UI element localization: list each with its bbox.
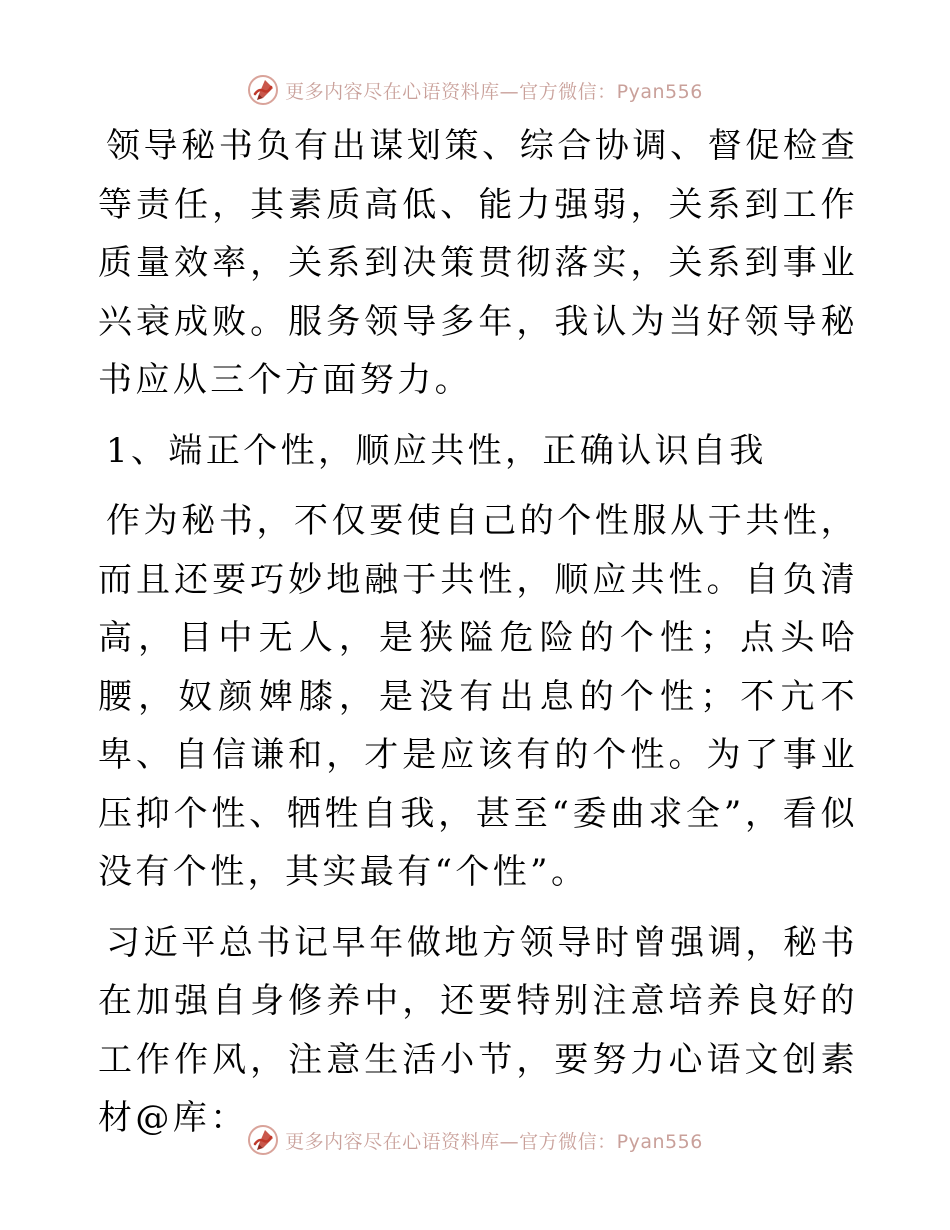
section-heading-1: 1、端正个性，顺应共性，正确认识自我 [106, 430, 767, 471]
paragraph-personality: 作为秘书，不仅要使自己的个性服从于共性，而且还要巧妙地融于共性，顺应共性。自负清高，目中无人，是狭隘危险的个性；点头哈腰，奴颜婢膝，是没有出息的个性；不亢不卑、自信谦和，才是应该有的个性。为了事业压抑个性、牺牲自我，甚至“委曲求全”，看似没有个性，其实最有“个性”。 [98, 501, 858, 892]
paragraph-intro: 领导秘书负有出谋划策、综合协调、督促检查等责任，其素质高低、能力强弱，关系到工作质量效率，关系到决策贯彻落实，关系到事业兴衰成败。服务领导多年，我认为当好领导秘书应从三个方面努力。 [98, 126, 858, 400]
book-pen-logo-icon [247, 74, 279, 106]
paragraph-xi-quote: 习近平总书记早年做地方领导时曾强调，秘书在加强自身修养中，还要特别注意培养良好的工作作风，注意生活小节，要努力心语文创素材@库： [98, 922, 858, 1138]
watermark-text: 更多内容尽在心语资料库—官方微信：Pyan556 [285, 1130, 703, 1153]
watermark-text: 更多内容尽在心语资料库—官方微信：Pyan556 [285, 80, 703, 103]
book-pen-logo-icon [247, 1124, 279, 1156]
watermark-footer [0, 1122, 950, 1158]
watermark-header [0, 72, 950, 108]
document-body [98, 117, 858, 1148]
